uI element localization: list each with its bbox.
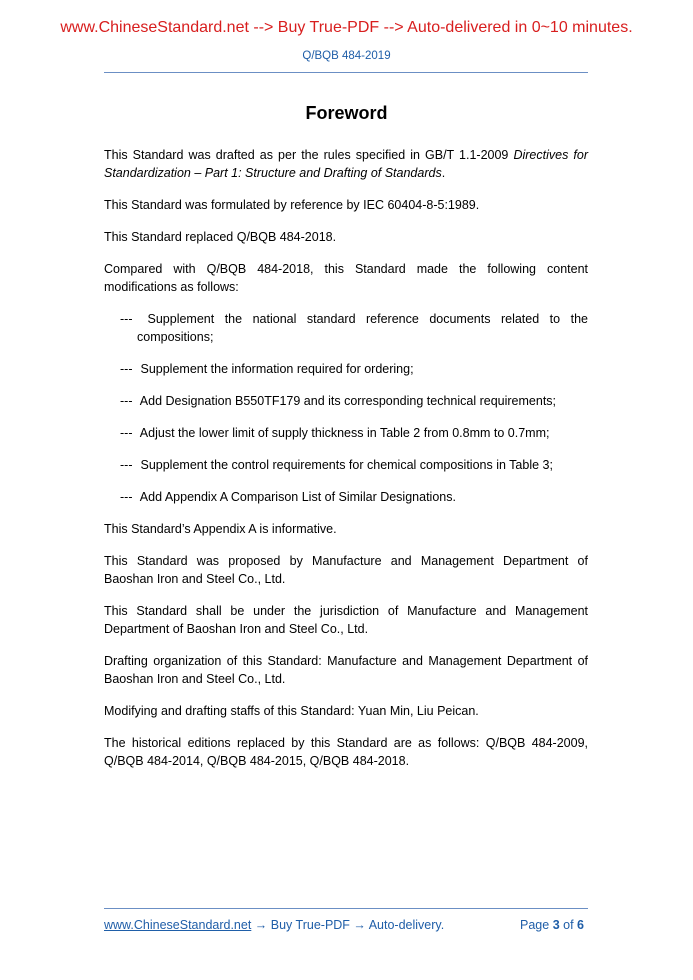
document-title-reference: Directives for Standardization – Part 1: Structure and Drafting of Standards xyxy=(104,148,588,180)
page-total: 6 xyxy=(577,918,584,932)
dash-marker: --- xyxy=(120,490,133,504)
promo-banner: www.ChineseStandard.net --> Buy True-PDF --> Auto-delivered in 0~10 minutes. xyxy=(60,19,633,36)
list-item-text: Supplement the control requirements for chemical compositions in Table 3; xyxy=(140,458,553,472)
list-item xyxy=(120,310,588,346)
dash-marker: --- xyxy=(120,362,133,376)
dash-marker: --- xyxy=(120,426,133,440)
paragraph-text: . xyxy=(441,166,446,180)
dash-marker: --- xyxy=(120,458,133,472)
list-item xyxy=(120,424,588,442)
list-item-text: Supplement the information required for ordering; xyxy=(140,362,414,376)
list-item xyxy=(120,488,588,506)
dash-marker: --- xyxy=(120,394,133,408)
footer-tagline: → Buy True-PDF → Auto-delivery. xyxy=(251,918,445,932)
page-label: Page xyxy=(520,918,550,932)
dash-marker: --- xyxy=(120,312,133,326)
page-title: Foreword xyxy=(305,103,388,123)
list-item-text: Add Designation B550TF179 and its corresponding technical requirements; xyxy=(139,394,557,408)
standard-code: Q/BQB 484-2019 xyxy=(302,50,391,62)
paragraph-jurisdiction: This Standard shall be under the jurisdiction of Manufacture and Management Department of Baoshan Iron and Steel Co., Ltd. xyxy=(104,604,588,636)
paragraph-historical-editions: The historical editions replaced by this Standard are as follows: Q/BQB 484-2009, Q/BQB 484-2014, Q/BQB 484-2015, Q/BQB 484-2018. xyxy=(104,736,588,768)
page-of-label: of xyxy=(563,918,574,932)
paragraph-replaced: This Standard replaced Q/BQB 484-2018. xyxy=(104,230,337,244)
footer-site-link[interactable]: www.ChineseStandard.net xyxy=(104,918,252,932)
paragraph-drafting-rules xyxy=(104,146,588,182)
paragraph-modifications-intro: Compared with Q/BQB 484-2018, this Standard made the following content modifications as follows: xyxy=(104,262,588,294)
list-item xyxy=(120,456,588,474)
list-item xyxy=(120,392,588,410)
paragraph-drafting-organization: Drafting organization of this Standard: Manufacture and Management Department of Baoshan Iron and Steel Co., Ltd. xyxy=(104,654,588,686)
paragraph-text: This Standard was drafted as per the rules specified in GB/T 1.1-2009 xyxy=(104,148,514,162)
header-divider xyxy=(104,72,588,73)
footer-divider xyxy=(104,908,588,909)
page-current: 3 xyxy=(552,918,560,932)
paragraph-proposed-by: This Standard was proposed by Manufacture and Management Department of Baoshan Iron and Steel Co., Ltd. xyxy=(104,554,588,586)
paragraph-appendix: This Standard’s Appendix A is informative. xyxy=(104,522,337,536)
paragraph-reference: This Standard was formulated by reference by IEC 60404-8-5:1989. xyxy=(104,198,480,212)
page-indicator xyxy=(520,918,584,932)
list-item xyxy=(120,360,588,378)
paragraph-drafting-staff: Modifying and drafting staffs of this Standard: Yuan Min, Liu Peican. xyxy=(104,704,479,718)
document-body xyxy=(104,146,588,784)
list-item-text: Adjust the lower limit of supply thickness in Table 2 from 0.8mm to 0.7mm; xyxy=(139,426,550,440)
list-item-text: Supplement the national standard reference documents related to the compositions; xyxy=(137,312,588,344)
list-item-text: Add Appendix A Comparison List of Similar Designations. xyxy=(139,490,456,504)
page-footer xyxy=(104,918,588,932)
